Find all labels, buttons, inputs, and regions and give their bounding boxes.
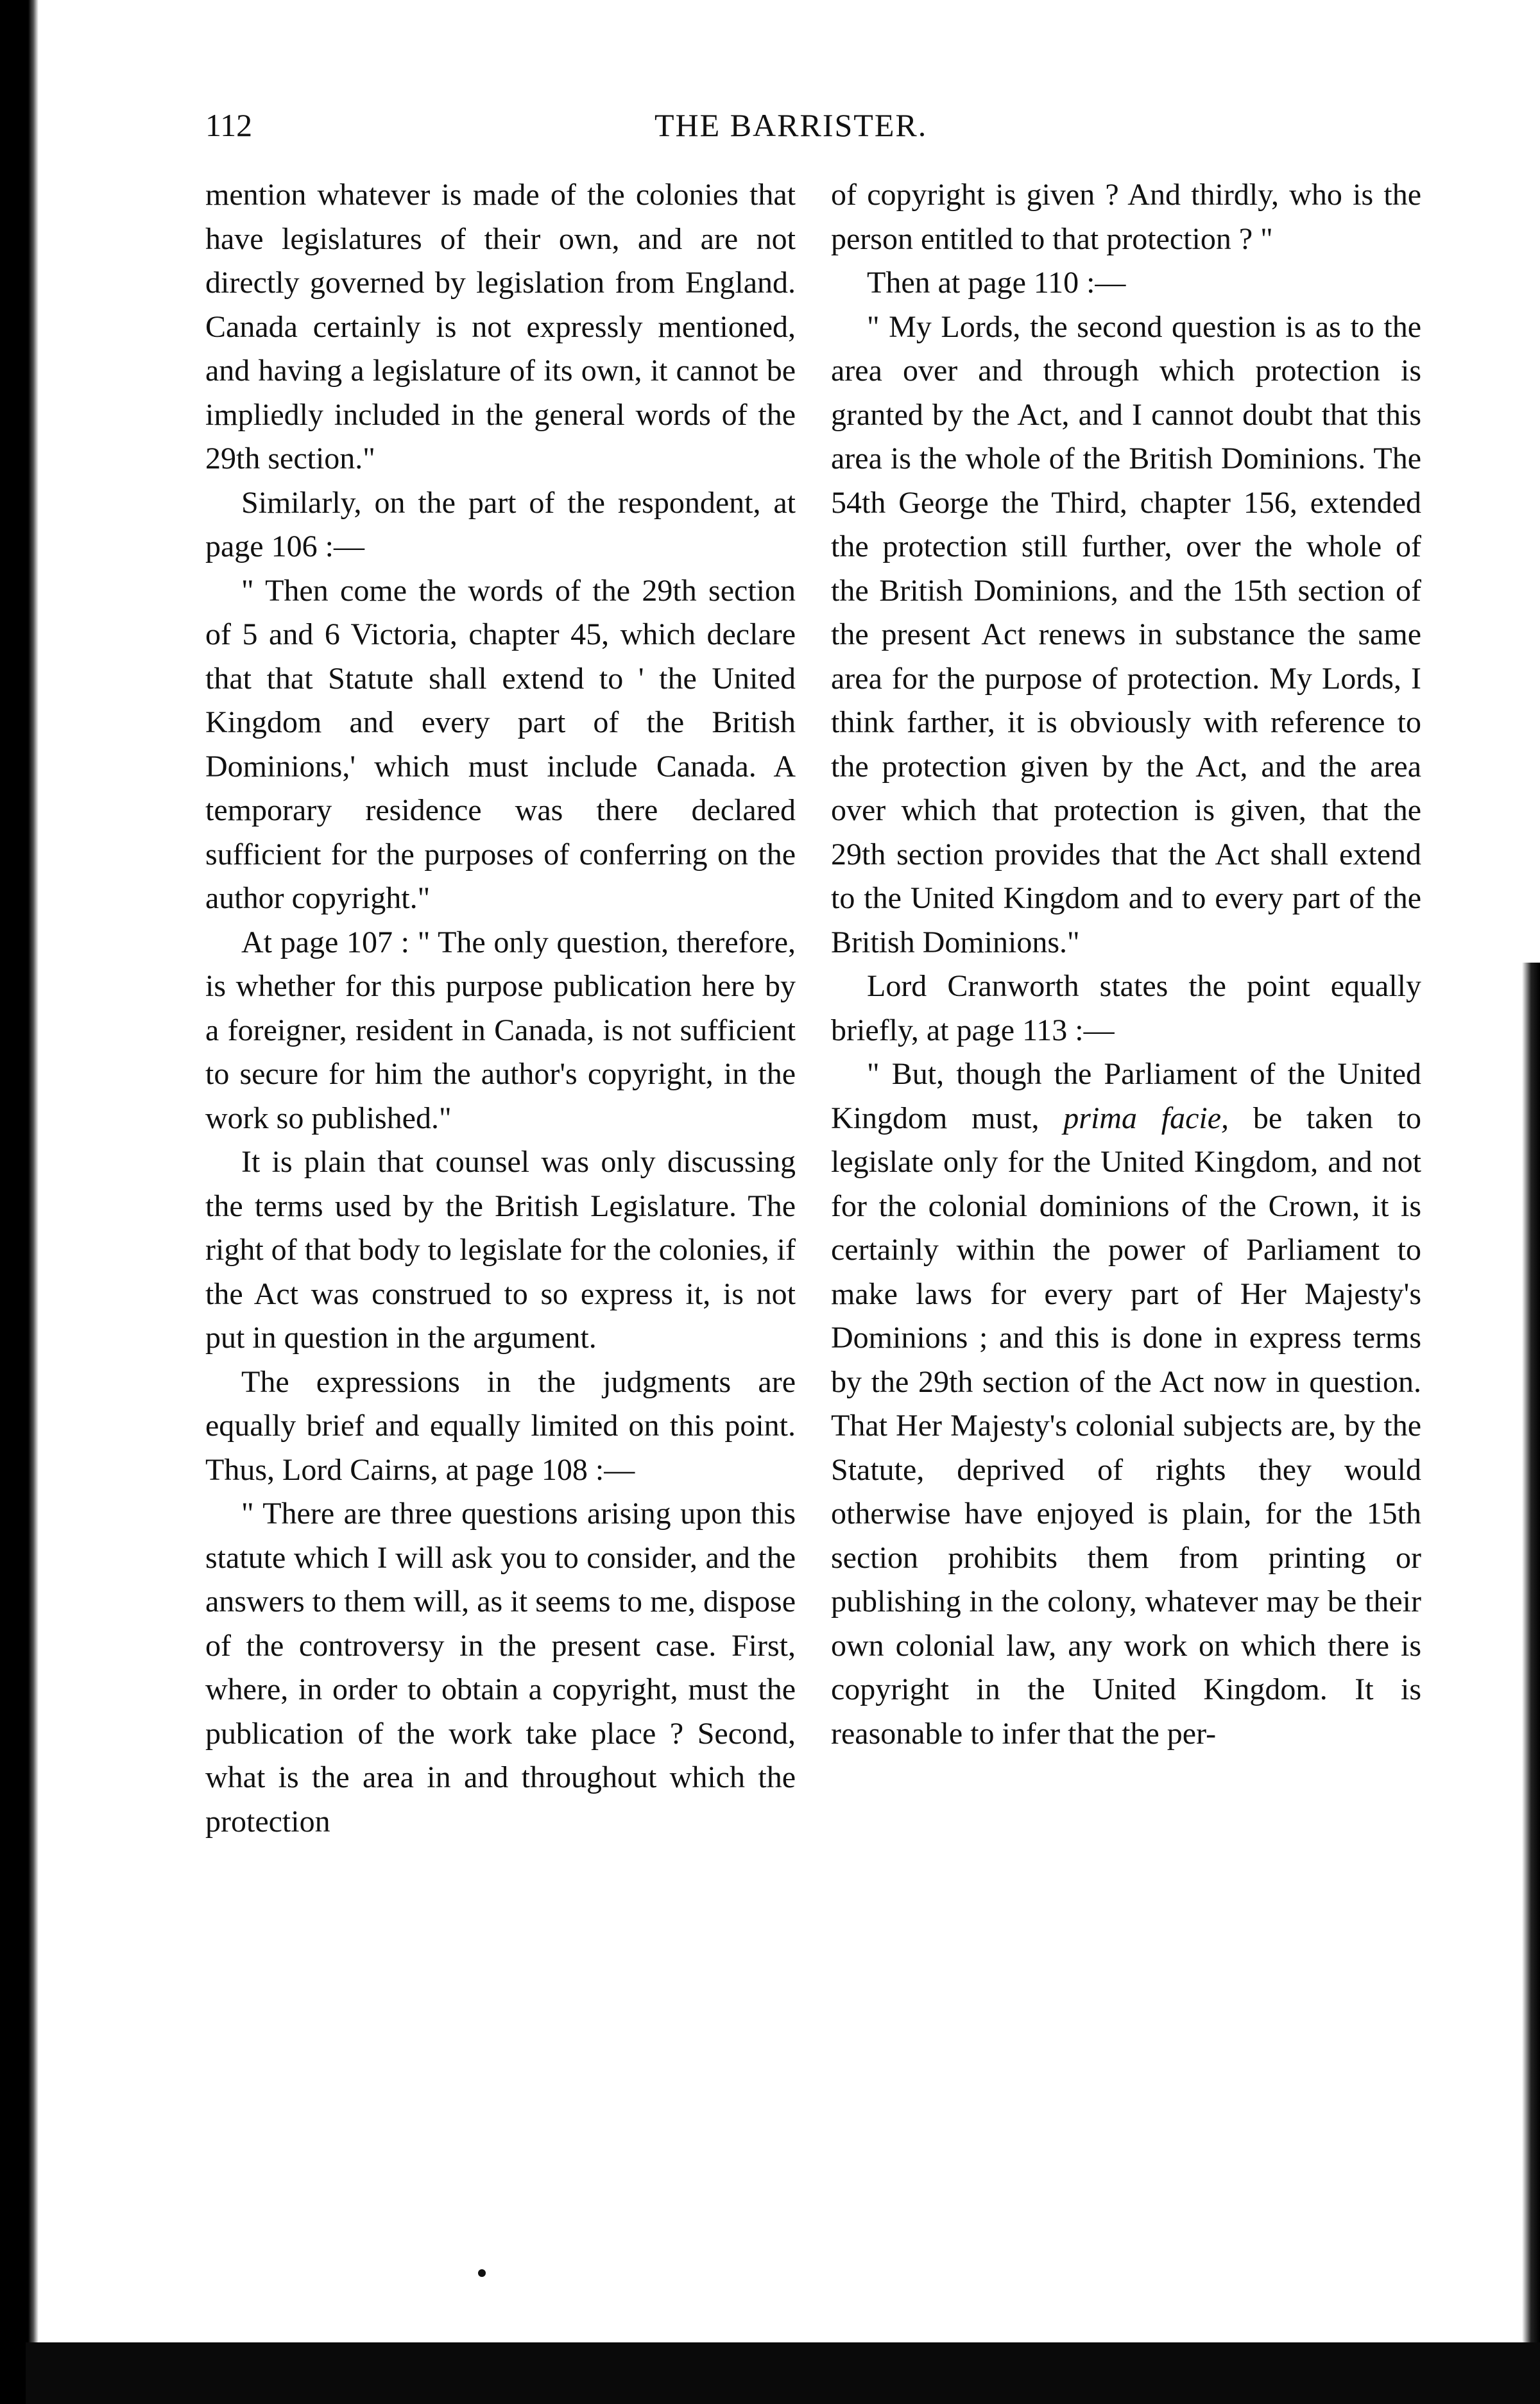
- page-right-edge: [1522, 963, 1540, 2342]
- page-bottom-edge: [26, 2342, 1540, 2404]
- page-binding-edge: [0, 0, 38, 2404]
- paragraph: It is plain that counsel was only discussing the terms used by the British Legislature. The right of that body to legislate for the colonies, if the Act was construed to so express it, is not put in question in the argument.: [205, 1145, 796, 1355]
- page-header: [0, 107, 1540, 158]
- left-column: [205, 173, 796, 1844]
- paragraph-text: " But, though the Parliament of the United Kingdom must,: [831, 1057, 1421, 1135]
- page-number: 112: [205, 107, 253, 143]
- right-column: [831, 173, 1421, 1756]
- paragraph: of copyright is given ? And thirdly, who is the person entitled to that protection ? ": [831, 178, 1421, 256]
- paragraph: " My Lords, the second question is as to the area over and through which protection is granted by the Act, and I cannot doubt that this area is the whole of the British Dominions. The 54th George the Third, chapter 156, extended the protection still further, over the whole of the British Dominions, and the 15th section of the present Act renews in substance the same area for the purpose of protection. My Lords, I think farther, it is obviously with reference to the protection given by the Act, and the area over which that protection is given, that the 29th section provides that the Act shall extend to the United Kingdom and to every part of the British Dominions.": [831, 309, 1421, 959]
- paragraph: Similarly, on the part of the respondent, at page 106 :—: [205, 485, 796, 563]
- paragraph: " Then come the words of the 29th section of 5 and 6 Victoria, chapter 45, which declare that that Statute shall extend to ' the United Kingdom and every part of the British Dominions,' which must include Canada. A temporary residence was there declared sufficient for the purposes of conferring on the author copyright.": [205, 573, 796, 915]
- paragraph: mention whatever is made of the colonies that have legislatures of their own, and are not directly governed by legislation from England. Canada certainly is not expressly mentioned, and having a legislature of its own, it cannot be impliedly included in the general words of the 29th section.": [205, 178, 796, 476]
- paragraph-text: be taken to legislate only for the United Kingdom, and not for the colonial dominions of the Crown, it is certainly within the power of Parliament to make laws for every part of Her Majesty's Dominions ; and this is done in express terms by the 29th section of the Act now in question. That Her Majesty's colonial subjects are, by the Statute, deprived of rights they would otherwise have enjoyed is plain, for the 15th section prohibits them from printing or publishing in the colony, whatever may be their own colonial law, any work on which there is copyright in the United Kingdom. It is reasonable to infer that the per-: [831, 1101, 1422, 1751]
- print-speck: [478, 2269, 486, 2277]
- paragraph: Then at page 110 :—: [867, 266, 1126, 300]
- paragraph: [831, 1052, 1421, 1756]
- paragraph: " There are three questions arising upon this statute which I will ask you to consider, and the answers to them will, as it seems to me, dispose of the controversy in the present case. First, where, in order to obtain a copyright, must the publication of the work take place ? Second, what is the area in and throughout which the protection: [205, 1497, 796, 1839]
- paragraph: The expressions in the judgments are equally brief and equally limited on this point. Thus, Lord Cairns, at page 108 :—: [205, 1364, 796, 1487]
- running-head: THE BARRISTER.: [654, 107, 928, 143]
- italic-phrase: prima facie,: [1063, 1101, 1229, 1135]
- paragraph: At page 107 : " The only question, therefore, is whether for this purpose publication here by a foreigner, resident in Canada, is not sufficient to secure for him the author's copyright, in the work so published.": [205, 925, 796, 1135]
- paragraph: Lord Cranworth states the point equally briefly, at page 113 :—: [831, 969, 1421, 1047]
